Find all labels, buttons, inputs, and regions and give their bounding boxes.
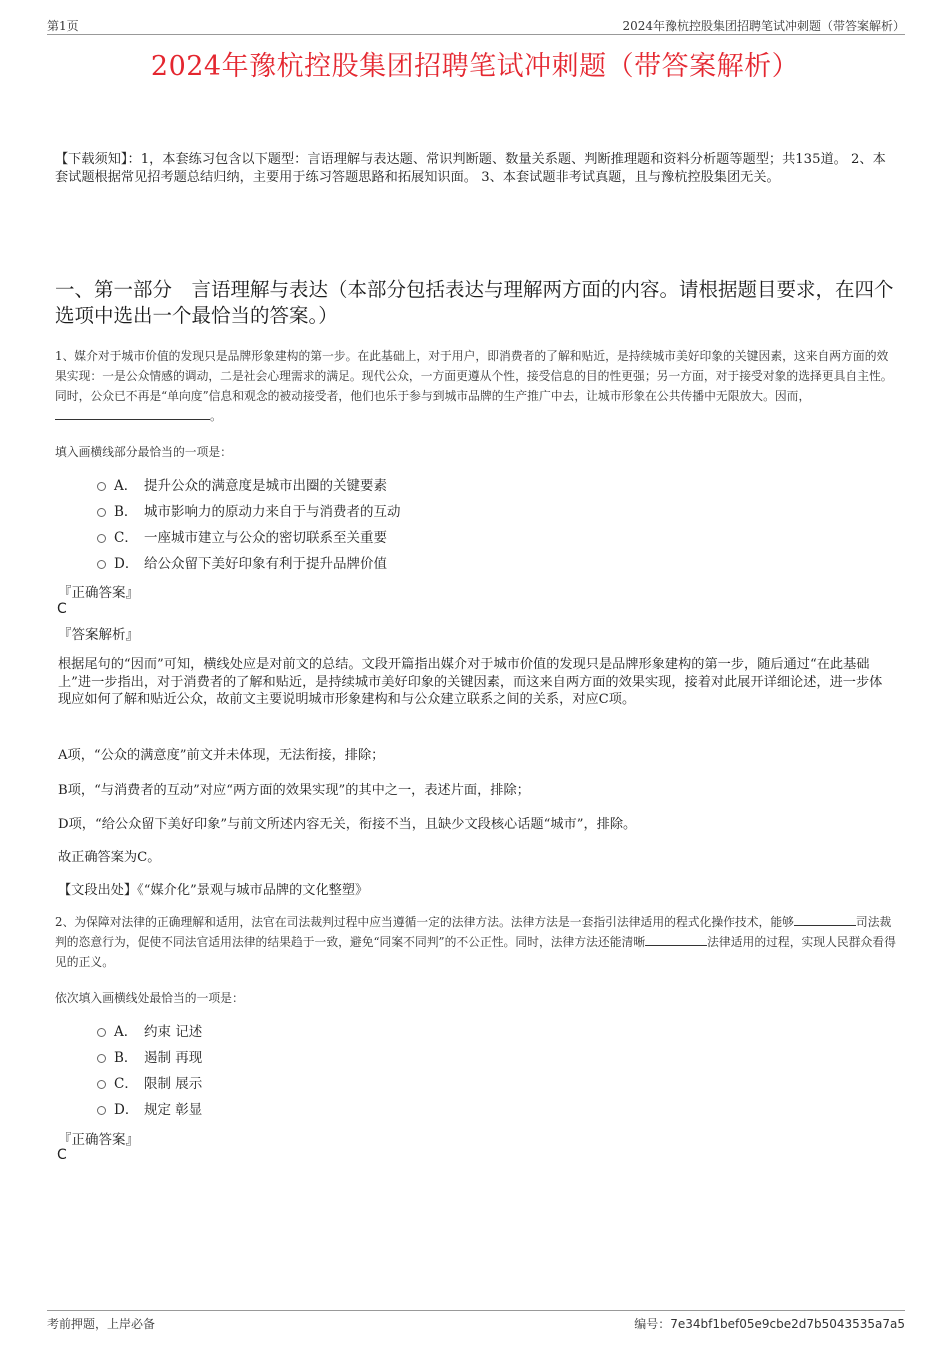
analysis-label: 『答案解析』: [58, 627, 139, 643]
header-doc-title: 2024年豫杭控股集团招聘笔试冲刺题（带答案解析）: [622, 19, 905, 33]
answer-blank: [645, 933, 707, 946]
radio-icon[interactable]: [97, 1080, 106, 1089]
option-a[interactable]: A． 约束 记述: [97, 1019, 202, 1045]
question-1-text: 1、媒介对于城市价值的发现只是品牌形象建构的第一步。在此基础上，对于用户，即消费者的了解和贴近，是持续城市美好印象的关键因素，这来自两方面的效果实现：一是公众情感的调动，二是社会心理需求的满足。现代公众，一方面更遵从个性，接受信息的目的性更强；另一方面，对于接受对象的选择更具自主性。同时，公众已不再是“单向度”信息和观念的被动接受者，他们也乐于参与到城市品牌的生产推广中去，让城市形象在公共传播中无限放大。因而，。: [55, 349, 893, 423]
question-1-prompt: 填入画横线部分最恰当的一项是：: [55, 445, 232, 459]
footer-slogan: 考前押题，上岸必备: [47, 1317, 156, 1331]
radio-icon[interactable]: [97, 560, 106, 569]
text-source: 【文段出处】《“媒介化”景观与城市品牌的文化整塑》: [58, 883, 369, 898]
option-c[interactable]: C． 一座城市建立与公众的密切联系至关重要: [97, 525, 401, 551]
radio-icon[interactable]: [97, 508, 106, 517]
option-a[interactable]: A． 提升公众的满意度是城市出圈的关键要素: [97, 473, 401, 499]
option-b[interactable]: B． 城市影响力的原动力来自于与消费者的互动: [97, 499, 401, 525]
analysis-option-a: A项，“公众的满意度”前文并未体现，无法衔接，排除；: [58, 748, 385, 763]
analysis-option-b: B项，“与消费者的互动”对应“两方面的效果实现”的其中之一，表述片面，排除；: [58, 783, 530, 798]
question-2-text: 2、为保障对法律的正确理解和适用，法官在司法裁判过程中应当遵循一定的法律方法。法律方法是一套指引法律适用的程式化操作技术，能够 司法裁判的恣意行为，促使不同法官适用法律的结果趋于一致，避免“同案不同判”的不公正性。同时，法律方法还能清晰 法律适用的过程，实现人民群众看得见的正义。: [55, 915, 896, 969]
radio-icon[interactable]: [97, 534, 106, 543]
radio-icon[interactable]: [97, 482, 106, 491]
answer-blank: [55, 407, 210, 420]
analysis-conclusion: 故正确答案为C。: [58, 850, 161, 865]
correct-answer-label: 『正确答案』: [58, 585, 139, 601]
option-d[interactable]: D． 规定 彰显: [97, 1097, 202, 1123]
correct-answer: C: [57, 601, 67, 617]
page-number: 第1页: [47, 19, 79, 33]
analysis-text: 根据尾句的“因而”可知，横线处应是对前文的总结。文段开篇指出媒介对于城市价值的发现只是品牌形象建构的第一步，随后通过“在此基础上”进一步指出，对于消费者的了解和贴近，是持续城市美好印象的关键因素，而这来自两方面的效果实现，接着对此展开详细论述，进一步体现应如何了解和贴近公众，故前文主要说明城市形象建构和与公众建立联系之间的关系，对应C项。: [58, 657, 883, 707]
radio-icon[interactable]: [97, 1028, 106, 1037]
answer-blank: [794, 913, 856, 926]
section-heading: 一、第一部分 言语理解与表达（本部分包括表达与理解两方面的内容。请根据题目要求，在四个选项中选出一个最恰当的答案。）: [55, 278, 894, 327]
option-d[interactable]: D． 给公众留下美好印象有利于提升品牌价值: [97, 551, 401, 577]
footer-code: 编号：7e34bf1bef05e9cbe2d7b5043535a7a5: [634, 1317, 905, 1331]
page-footer: [47, 1310, 905, 1331]
document-title: 2024年豫杭控股集团招聘笔试冲刺题（带答案解析）: [150, 51, 800, 82]
option-c[interactable]: C． 限制 展示: [97, 1071, 202, 1097]
page-header: [47, 16, 905, 35]
download-notice: 【下载须知】：1，本套练习包含以下题型：言语理解与表达题、常识判断题、数量关系题、判断推理题和资料分析题等题型；共135道。 2、本套试题根据常见招考题总结归纳，主要用于练习答题思路和拓展知识面。 3、本套试题非考试真题，且与豫杭控股集团无关。: [55, 152, 886, 185]
question-1-options: [97, 473, 401, 577]
question-2-options: [97, 1019, 202, 1123]
analysis-option-d: D项，“给公众留下美好印象”与前文所述内容无关，衔接不当，且缺少文段核心话题“城市”，排除。: [58, 817, 637, 832]
question-2-prompt: 依次填入画横线处最恰当的一项是：: [55, 991, 244, 1005]
option-b[interactable]: B． 遏制 再现: [97, 1045, 202, 1071]
correct-answer-label: 『正确答案』: [58, 1132, 139, 1148]
radio-icon[interactable]: [97, 1054, 106, 1063]
radio-icon[interactable]: [97, 1106, 106, 1115]
correct-answer: C: [57, 1147, 67, 1163]
